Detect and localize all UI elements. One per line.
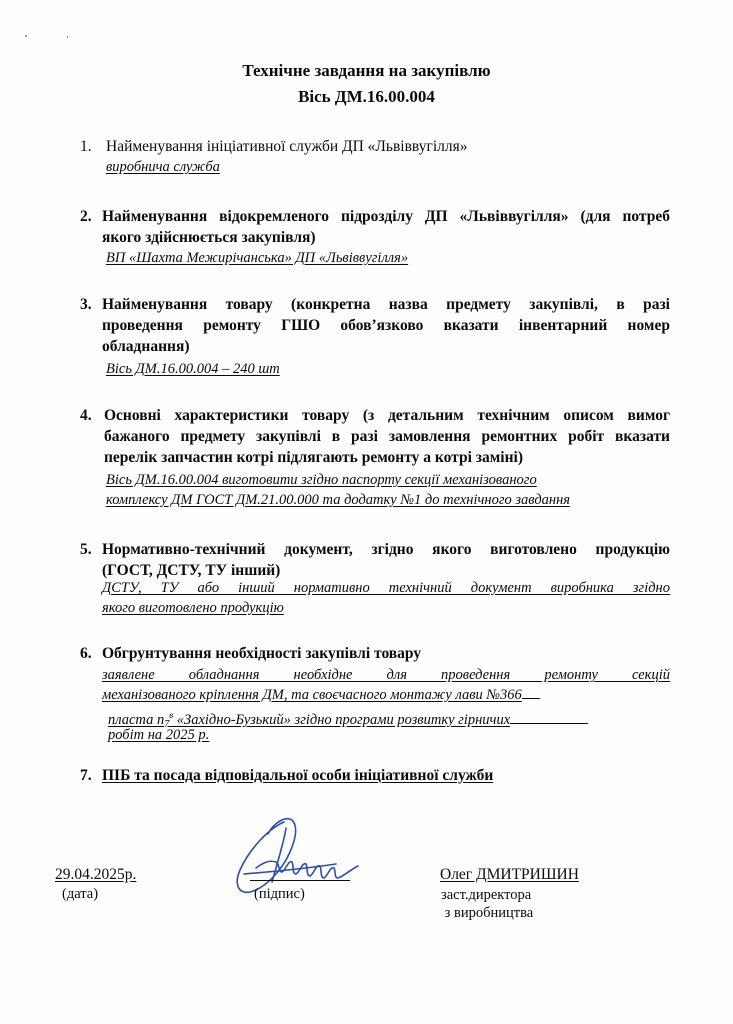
signature-underline [250,880,350,881]
item-2-number: 2. [80,208,92,225]
item-3-heading [102,294,670,357]
date-caption: (дата) [62,886,99,902]
item-4-answer-line: комплексу ДМ ГОСТ ДМ.21.00.000 та додатку №1 до технічного завдання [106,492,571,508]
item-2-answer: ВП «Шахта Межирічанська» ДП «Львіввугілля» [106,250,409,266]
item-3-heading-line: обладнання) [102,338,190,355]
item-1-number: 1. [80,138,92,155]
item-5-answer-line: якого виготовлено продукцію [102,600,284,616]
item-2-heading-line: Найменування відокремленого підрозділу ДП «Львіввугілля» (для потреб [102,208,670,225]
item-1-answer: виробнича служба [106,159,220,175]
item-5-answer-line: ДСТУ, ТУ або інший нормативно технічний документ виробника згідно [102,580,670,596]
document-subtitle: Вісь ДМ.16.00.004 [298,87,435,106]
item-6-answer-line: заявлене обладнання необхідне для проведення ремонту секцій [102,667,670,683]
item-3-heading-line: Найменування товару (конкретна назва предмету закупівлі, в разі [102,296,670,313]
item-4-heading-line: бажаного предмету закупівлі в разі замовлення ремонтних робіт вказати [104,428,670,445]
item-3-heading-line: проведення ремонту ГШО обов’язково вказати інвентарний номер [102,317,670,334]
item-6-answer-line-2 [102,685,540,705]
item-6-heading: Обгрунтування необхідності закупівлі товару [102,645,422,662]
signature-caption: (підпис) [254,886,305,902]
scan-speck [67,36,68,38]
item-4-number: 4. [80,407,92,424]
seam-superscript: в [169,710,174,720]
item-7-heading: ПІБ та посада відповідальної особи ініціативної служби [102,767,494,784]
responsible-position-line: з виробництва [441,905,534,921]
fill-underline [510,723,588,724]
item-6-answer-line: робіт на 2025 р. [108,727,210,743]
item-6-answer-text: механізованого кріплення ДМ, та своєчасного монтажу лави №366 [102,687,522,703]
item-2-heading-line: якого здійснюється закупівля) [102,229,316,246]
item-3-number: 3. [80,296,92,313]
item-2-heading [102,206,670,248]
fill-underline [522,698,540,699]
item-1-heading: Найменування ініціативної служби ДП «Львіввугілля» [106,138,468,155]
item-5-heading [102,539,670,581]
scan-speck [25,35,27,37]
seam-subscript: 7 [164,719,170,730]
date-value: 29.04.2025р. [55,866,137,883]
item-3-answer: Вісь ДМ.16.00.004 – 240 шт [106,361,280,377]
item-5-heading-line: (ГОСТ, ДСТУ, ТУ інший) [102,562,281,579]
item-4-heading [104,405,670,468]
seam-name: «Західно-Бузький» згідно програми розвитку гірничих [176,712,511,728]
item-4-heading-line: Основні характеристики товару (з детальним технічним описом вимог [104,407,670,424]
responsible-name: Олег ДМИТРИШИН [440,866,579,883]
item-6-number: 6. [80,645,92,662]
responsible-position-line: заст.директора [441,887,532,903]
item-4-answer-line: Вісь ДМ.16.00.004 виготовити згідно паспорту секції механізованого [106,472,537,488]
document-title: Технічне завдання на закупівлю [242,61,491,80]
item-7-number: 7. [80,767,92,784]
item-5-heading-line: Нормативно-технічний документ, згідно якого виготовлено продукцію [102,541,670,558]
seam-label: пласта n [108,712,165,728]
item-4-heading-line: перелік запчастин котрі підлягають ремонту а котрі заміні) [104,449,524,466]
item-5-number: 5. [80,541,92,558]
